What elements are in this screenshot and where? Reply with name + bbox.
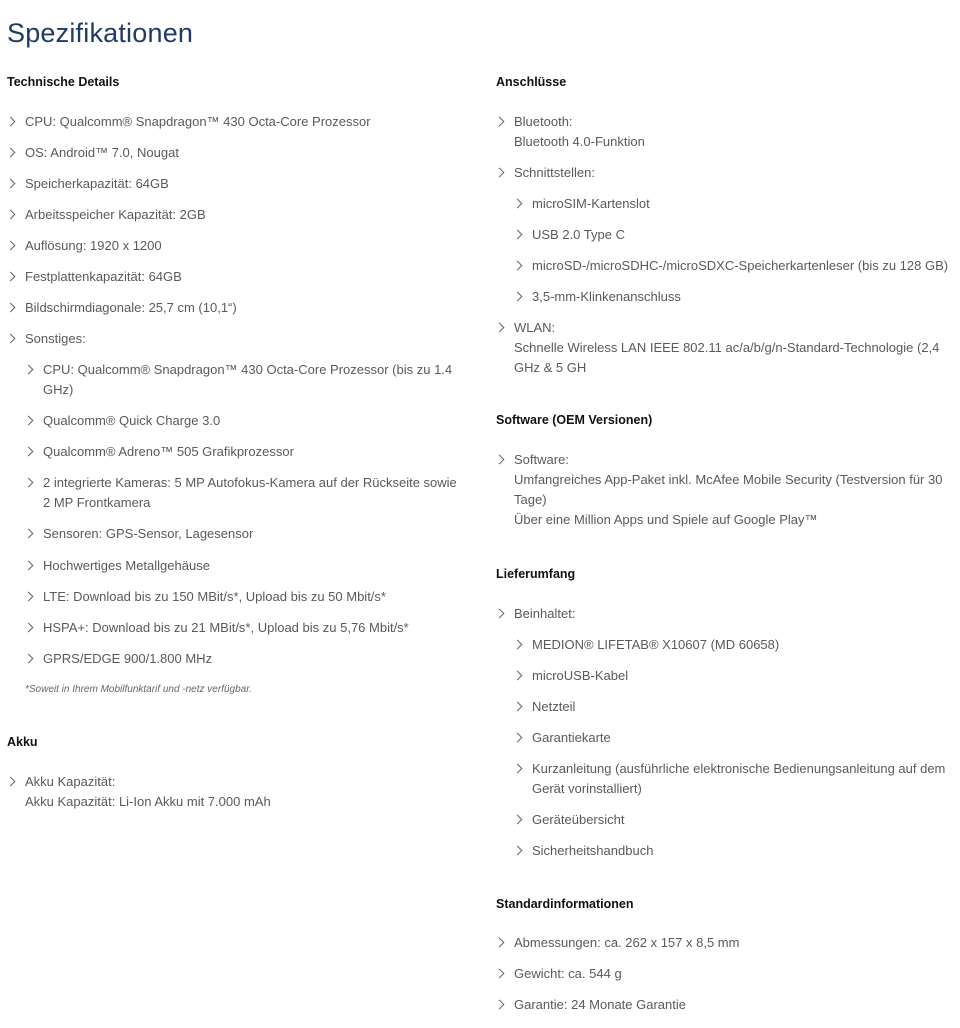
- sub-list-item: microSIM-Kartenslot: [514, 194, 956, 214]
- section-title-akku: Akku: [7, 735, 38, 749]
- section-title-anschluesse: Anschlüsse: [496, 75, 567, 89]
- chevron-right-icon: [513, 702, 523, 712]
- chevron-right-icon: [495, 969, 505, 979]
- sub-list-item: microSD-/microSDHC-/microSDXC-Speicherkartenleser (bis zu 128 GB): [514, 256, 956, 276]
- chevron-right-icon: [513, 199, 523, 209]
- section-title-lieferumfang: Lieferumfang: [496, 567, 576, 581]
- chevron-right-icon: [513, 764, 523, 774]
- chevron-right-icon: [6, 241, 16, 251]
- list-item-schnittstellen: Schnittstellen:: [496, 163, 956, 183]
- section-title-standardinformationen: Standardinformationen: [496, 897, 634, 911]
- chevron-right-icon: [513, 846, 523, 856]
- list-item: Abmessungen: ca. 262 x 157 x 8,5 mm: [496, 933, 956, 953]
- sub-list-item: Qualcomm® Quick Charge 3.0: [25, 411, 477, 431]
- chevron-right-icon: [24, 447, 34, 457]
- sub-list-item: USB 2.0 Type C: [514, 225, 956, 245]
- chevron-right-icon: [495, 323, 505, 333]
- sub-list-item: microUSB-Kabel: [514, 666, 956, 686]
- sub-list-item: HSPA+: Download bis zu 21 MBit/s*, Upload bis zu 5,76 Mbit/s*: [25, 618, 477, 638]
- chevron-right-icon: [6, 210, 16, 220]
- chevron-right-icon: [513, 230, 523, 240]
- chevron-right-icon: [24, 592, 34, 602]
- list-item-beinhaltet: Beinhaltet:: [496, 604, 956, 624]
- list-item: Festplattenkapazität: 64GB: [7, 267, 477, 287]
- sub-list-item: Geräteübersicht: [514, 810, 956, 830]
- sub-list-item: Sensoren: GPS-Sensor, Lagesensor: [25, 524, 477, 544]
- section-software: [496, 412, 956, 428]
- chevron-right-icon: [513, 292, 523, 302]
- footnote: *Soweit in Ihrem Mobilfunktarif und -netz verfügbar.: [25, 684, 252, 695]
- sub-list-item: Garantiekarte: [514, 728, 956, 748]
- chevron-right-icon: [6, 272, 16, 282]
- chevron-right-icon: [513, 815, 523, 825]
- sub-list-item: Kurzanleitung (ausführliche elektronische Bedienungsanleitung auf dem Gerät vorinstalliert): [514, 759, 956, 799]
- section-title-software: Software (OEM Versionen): [496, 413, 653, 427]
- sub-list-item: LTE: Download bis zu 150 MBit/s*, Upload bis zu 50 Mbit/s*: [25, 587, 477, 607]
- sub-list-item: MEDION® LIFETAB® X10607 (MD 60658): [514, 635, 956, 655]
- chevron-right-icon: [495, 168, 505, 178]
- sub-list-item: 2 integrierte Kameras: 5 MP Autofokus-Kamera auf der Rückseite sowie 2 MP Frontkamera: [25, 473, 465, 513]
- chevron-right-icon: [6, 334, 16, 344]
- chevron-right-icon: [24, 623, 34, 633]
- section-akku: [7, 734, 477, 750]
- list-item-akku: Akku Kapazität: Akku Kapazität: Li-Ion Akku mit 7.000 mAh: [7, 772, 477, 812]
- chevron-right-icon: [495, 455, 505, 465]
- list-item-software: Software: Umfangreiches App-Paket inkl. McAfee Mobile Security (Testversion für 30 Tage) Über eine Million Apps und Spiele auf Google Play™: [496, 450, 946, 530]
- list-item-bluetooth: Bluetooth: Bluetooth 4.0-Funktion: [496, 112, 956, 152]
- list-item: Speicherkapazität: 64GB: [7, 174, 477, 194]
- chevron-right-icon: [24, 529, 34, 539]
- list-item: Gewicht: ca. 544 g: [496, 964, 956, 984]
- chevron-right-icon: [513, 671, 523, 681]
- list-item: OS: Android™ 7.0, Nougat: [7, 143, 477, 163]
- chevron-right-icon: [6, 303, 16, 313]
- sub-list-item: GPRS/EDGE 900/1.800 MHz: [25, 649, 477, 669]
- chevron-right-icon: [513, 640, 523, 650]
- chevron-right-icon: [495, 117, 505, 127]
- sub-list-item: CPU: Qualcomm® Snapdragon™ 430 Octa-Core Prozessor (bis zu 1.4 GHz): [25, 360, 455, 400]
- list-item-wlan: WLAN: Schnelle Wireless LAN IEEE 802.11 ac/a/b/g/n-Standard-Technologie (2,4 GHz & 5 GH: [496, 318, 946, 378]
- chevron-right-icon: [24, 365, 34, 375]
- sub-list-item: Netzteil: [514, 697, 956, 717]
- chevron-right-icon: [6, 117, 16, 127]
- list-item: CPU: Qualcomm® Snapdragon™ 430 Octa-Core Prozessor: [7, 112, 477, 132]
- section-lieferumfang: [496, 566, 956, 582]
- sub-list-item: Hochwertiges Metallgehäuse: [25, 556, 477, 576]
- sub-list-item: Sicherheitshandbuch: [514, 841, 956, 861]
- list-item: Garantie: 24 Monate Garantie: [496, 995, 956, 1015]
- chevron-right-icon: [495, 1000, 505, 1010]
- chevron-right-icon: [6, 148, 16, 158]
- list-item: Bildschirmdiagonale: 25,7 cm (10,1“): [7, 298, 477, 318]
- chevron-right-icon: [495, 938, 505, 948]
- section-standardinformationen: [496, 896, 956, 912]
- chevron-right-icon: [24, 416, 34, 426]
- list-item: Arbeitsspeicher Kapazität: 2GB: [7, 205, 477, 225]
- chevron-right-icon: [24, 561, 34, 571]
- chevron-right-icon: [6, 179, 16, 189]
- chevron-right-icon: [495, 609, 505, 619]
- section-title-technische-details: Technische Details: [7, 75, 120, 89]
- chevron-right-icon: [513, 733, 523, 743]
- chevron-right-icon: [6, 777, 16, 787]
- page-title: Spezifikationen: [7, 18, 194, 48]
- chevron-right-icon: [24, 654, 34, 664]
- section-anschluesse: [496, 74, 956, 90]
- section-technische-details: [7, 74, 477, 90]
- sub-list-item: Qualcomm® Adreno™ 505 Grafikprozessor: [25, 442, 477, 462]
- list-item: Auflösung: 1920 x 1200: [7, 236, 477, 256]
- list-item-sonstiges: Sonstiges:: [7, 329, 477, 349]
- chevron-right-icon: [24, 478, 34, 488]
- chevron-right-icon: [513, 261, 523, 271]
- sub-list-item: 3,5-mm-Klinkenanschluss: [514, 287, 956, 307]
